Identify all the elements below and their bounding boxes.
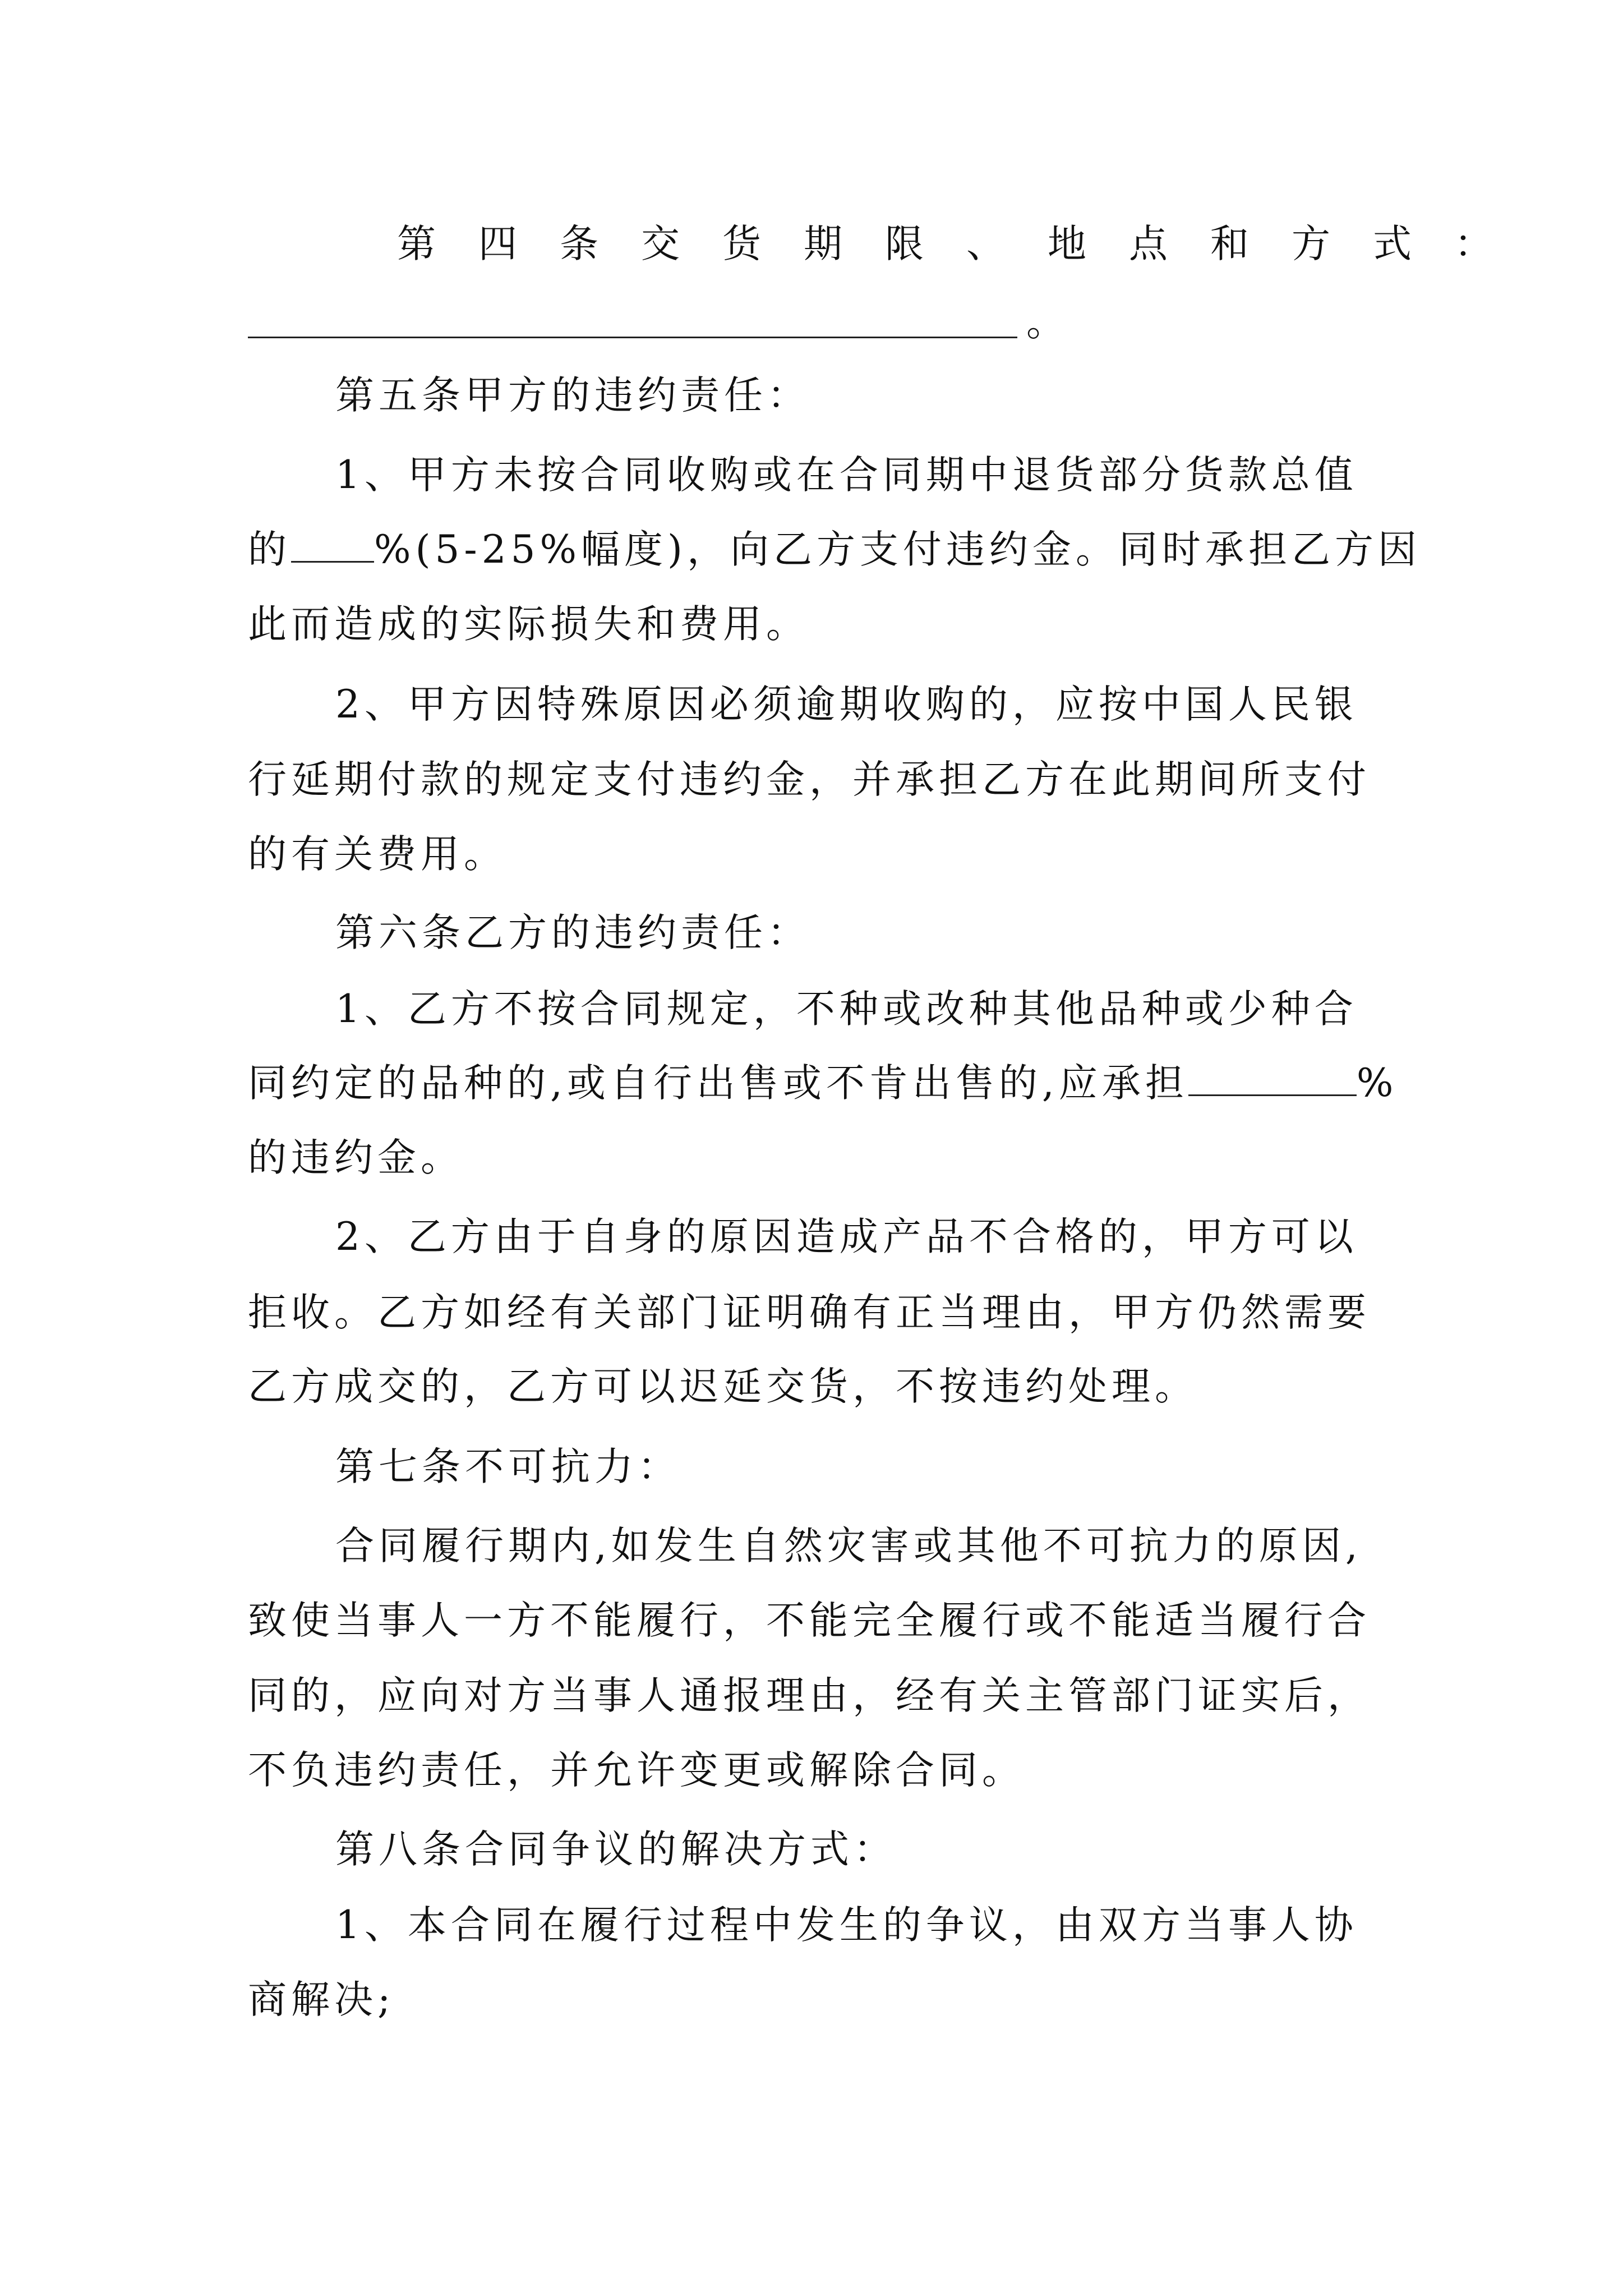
article4-title: 第四条交货期限、地点和方式： [397, 222, 1536, 266]
article7-para-line1: 合同履行期内,如发生自然灾害或其他不可抗力的原因, [335, 1524, 1362, 1568]
article5-item2-line2: 行延期付款的规定支付违约金，并承担乙方在此期间所支付 [248, 757, 1371, 802]
article6-item1-line3: 的违约金。 [248, 1135, 464, 1180]
article5-item1-line3: 此而造成的实际损失和费用。 [248, 602, 809, 647]
article8-item1-line1: 1、本合同在履行过程中发生的争议，由双方当事人协 [335, 1903, 1358, 1948]
article6-title: 第六条乙方的违约责任： [335, 910, 810, 955]
article4-end-mark: 。 [1026, 300, 1065, 345]
article5-item1-line2-pre: 的 [248, 527, 291, 572]
article6-item1-line1: 1、乙方不按合同规定，不种或改种其他品种或少种合 [335, 987, 1358, 1032]
article6-item1-line2 [248, 1055, 1398, 1111]
article6-item2-line2: 拒收。乙方如经有关部门证明确有正当理由，甲方仍然需要 [248, 1290, 1371, 1335]
article5-item1-line1: 1、甲方未按合同收购或在合同期中退货部分货款总值 [335, 453, 1358, 498]
article8-title: 第八条合同争议的解决方式： [335, 1827, 897, 1872]
article5-item1-line2 [248, 522, 1421, 578]
article7-para-line3: 同的，应向对方当事人通报理由，经有关主管部门证实后， [248, 1673, 1371, 1718]
article5-item1-line2-post: %(5-25%幅度)，向乙方支付违约金。同时承担乙方因 [374, 527, 1421, 572]
article6-item2-line3: 乙方成交的，乙方可以迟延交货，不按违约处理。 [248, 1364, 1198, 1409]
article7-para-line4: 不负违约责任，并允许变更或解除合同。 [248, 1748, 1025, 1793]
percentage-blank [1188, 1057, 1357, 1096]
article4-fill-blank [248, 337, 1017, 338]
article7-title: 第七条不可抗力： [335, 1444, 681, 1489]
article6-item2-line1: 2、乙方由于自身的原因造成产品不合格的，甲方可以 [335, 1214, 1358, 1259]
article7-para-line2: 致使当事人一方不能履行，不能完全履行或不能适当履行合 [248, 1598, 1371, 1643]
article5-item2-line1: 2、甲方因特殊原因必须逾期收购的，应按中国人民银 [335, 682, 1358, 727]
article5-item2-line3: 的有关费用。 [248, 832, 507, 877]
article6-item1-line2-pre: 同约定的品种的,或自行出售或不肯出售的,应承担 [248, 1061, 1188, 1106]
article8-item1-line2: 商解决; [248, 1977, 395, 2022]
article5-title: 第五条甲方的违约责任： [335, 373, 810, 418]
percentage-blank [291, 524, 374, 563]
article6-item1-line2-post: % [1356, 1061, 1398, 1106]
